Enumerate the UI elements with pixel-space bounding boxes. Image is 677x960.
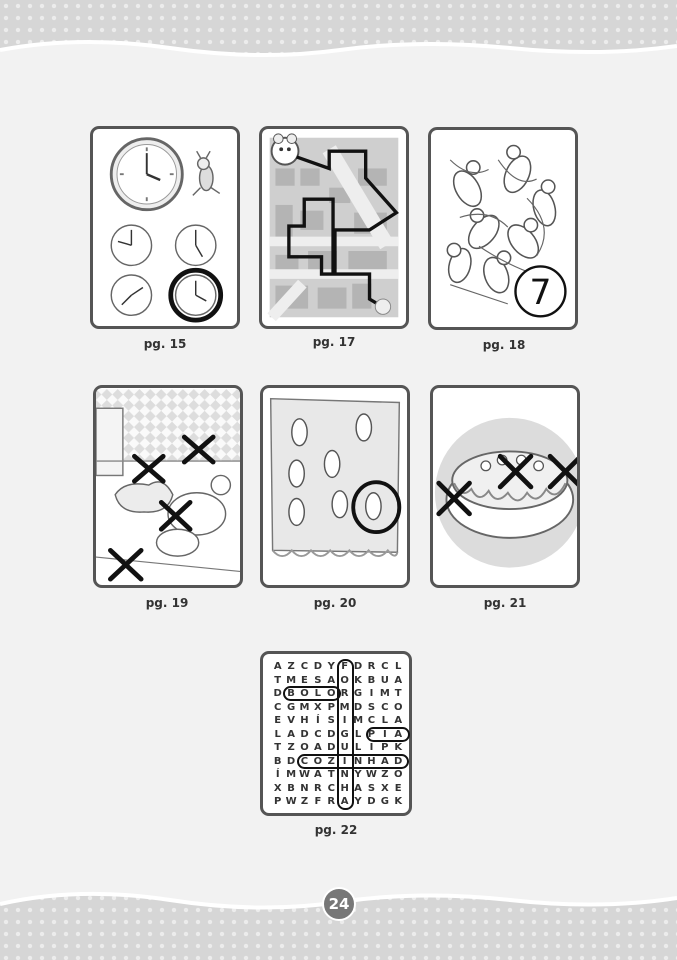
word-search-letter: C <box>381 701 389 713</box>
word-search-letter: A <box>313 742 322 753</box>
word-search-letter: N <box>353 755 363 767</box>
caption-pg18: pg. 18 <box>482 338 526 352</box>
word-search-letter: S <box>327 715 335 726</box>
word-search-letter: Z <box>287 742 295 753</box>
word-search-letter: U <box>380 674 389 686</box>
word-search-letter: F <box>314 796 322 807</box>
word-search-letter: A <box>394 674 403 686</box>
word-search-letter: Í <box>275 769 280 780</box>
ants-counting-illustration <box>431 130 575 327</box>
word-search-letter: X <box>314 701 322 713</box>
word-search-letter: K <box>354 674 362 686</box>
word-search-letter: G <box>353 688 363 699</box>
caption-pg17: pg. 17 <box>312 335 356 349</box>
caption-pg21: pg. 21 <box>483 596 527 610</box>
word-search-letter: D <box>394 755 403 767</box>
word-search-letter: L <box>395 661 402 672</box>
cake-illustration <box>433 388 577 585</box>
word-search-letter: D <box>273 688 282 699</box>
word-search-letter: A <box>394 715 403 726</box>
caption-pg20: pg. 20 <box>313 596 357 610</box>
found-word-pia-ring <box>366 727 410 742</box>
answer-card-pg22-word-search <box>260 651 412 816</box>
word-search-letter: A <box>380 755 389 767</box>
word-search-letter: A <box>327 674 336 686</box>
word-search-letter: W <box>285 796 297 807</box>
word-search-letter: A <box>287 728 295 740</box>
kitchen-scene-illustration <box>96 388 240 585</box>
word-search-letter: L <box>314 688 322 699</box>
word-search-letter: A <box>340 796 349 807</box>
page-number-badge: 24 <box>322 887 356 921</box>
word-search-letter: T <box>327 769 335 780</box>
word-search-letter: Z <box>300 796 309 807</box>
word-search-letter: E <box>394 782 402 794</box>
word-search-letter: C <box>300 755 309 767</box>
maze-illustration <box>262 129 406 326</box>
word-search-letter: H <box>300 715 309 726</box>
word-search-letter: F <box>341 661 349 672</box>
word-search-letter: D <box>367 796 376 807</box>
bee-character <box>272 134 299 165</box>
word-search-letter: M <box>339 701 350 713</box>
answer-card-pg18 <box>428 127 578 330</box>
word-search-letter: H <box>367 755 376 767</box>
caption-pg22: pg. 22 <box>314 823 358 837</box>
word-search-letter: P <box>274 796 282 807</box>
clocks-illustration <box>93 129 237 326</box>
word-search-letter: S <box>367 782 376 794</box>
word-search-letter: O <box>393 701 403 713</box>
maze-goal <box>375 299 390 314</box>
word-search-letter: E <box>301 674 308 686</box>
word-search-letter: B <box>367 674 376 686</box>
word-search-letter: L <box>381 715 388 726</box>
word-search-letter: T <box>394 688 402 699</box>
word-search-letter: W <box>298 769 310 780</box>
word-search-letter: U <box>340 742 349 753</box>
word-search-letter: Y <box>354 796 362 807</box>
word-search-letter: L <box>274 728 281 740</box>
word-search-letter: M <box>379 688 390 699</box>
word-search-letter: O <box>340 674 349 686</box>
word-search-letter: G <box>286 701 296 713</box>
caption-pg19: pg. 19 <box>145 596 189 610</box>
answer-card-pg21 <box>430 385 580 588</box>
word-search-letter: E <box>274 715 282 726</box>
word-search-letter: K <box>394 742 403 753</box>
answer-card-pg19 <box>93 385 243 588</box>
tablecloth-ants-illustration <box>263 388 407 585</box>
big-clock <box>111 139 182 210</box>
word-search-letter: C <box>314 728 322 740</box>
word-search-letter: I <box>369 742 374 753</box>
word-search-letter: A <box>354 782 362 794</box>
word-search-letter: B <box>287 782 295 794</box>
answer-card-pg17 <box>259 126 409 329</box>
word-search-letter: M <box>299 701 310 713</box>
word-search-letter: A <box>394 728 403 740</box>
answer-card-pg20 <box>260 385 410 588</box>
word-search-letter: Z <box>287 661 295 672</box>
word-search-letter: T <box>274 742 282 753</box>
word-search-letter: P <box>381 742 389 753</box>
word-search-letter: D <box>353 701 363 713</box>
word-search-letter: C <box>381 661 389 672</box>
word-search-letter: M <box>286 769 297 780</box>
word-search-letter: X <box>380 782 389 794</box>
ant-character <box>193 151 220 195</box>
found-word-formiguinha-ring <box>337 659 354 810</box>
word-search-letter: A <box>273 661 282 672</box>
word-search-letter: Z <box>381 769 389 780</box>
word-search-letter: W <box>365 769 377 780</box>
word-search-letter: I <box>342 715 347 726</box>
word-search-letter: B <box>287 688 295 699</box>
word-search-letter: D <box>327 742 336 753</box>
top-wave-border <box>0 30 677 70</box>
word-search-letter: T <box>274 674 282 686</box>
word-search-letter: I <box>369 688 374 699</box>
word-search-letter: Y <box>327 661 335 672</box>
word-search-letter: C <box>327 782 335 794</box>
word-search-letter: R <box>314 782 322 794</box>
word-search-letter: H <box>340 782 349 794</box>
word-search-letter: N <box>340 769 349 780</box>
word-search-letter: I <box>382 728 387 740</box>
word-search-letter: O <box>300 688 309 699</box>
answer-number: 7 <box>529 272 552 313</box>
word-search-letter: M <box>286 674 297 686</box>
word-search-letter: G <box>340 728 349 740</box>
word-search-letter: O <box>327 688 336 699</box>
word-search-letter: P <box>367 728 376 740</box>
word-search-letter: R <box>327 796 336 807</box>
word-search-letter: S <box>314 674 322 686</box>
word-search-letter: D <box>300 728 309 740</box>
word-search-letter: D <box>327 728 336 740</box>
word-search-letter: Z <box>327 755 335 767</box>
word-search-letter: R <box>367 661 376 672</box>
answer-card-pg15 <box>90 126 240 329</box>
caption-pg15: pg. 15 <box>143 337 187 351</box>
word-search-letter: R <box>340 688 349 699</box>
word-search-letter: A <box>313 769 322 780</box>
word-search-letter: O <box>393 769 403 780</box>
word-search-letter: N <box>300 782 309 794</box>
word-search-letter: O <box>300 742 309 753</box>
word-search-letter: L <box>354 728 362 740</box>
word-search-letter: D <box>313 661 323 672</box>
word-search-letter: M <box>353 715 364 726</box>
word-search-letter: C <box>300 661 309 672</box>
word-search-letter: L <box>354 742 362 753</box>
word-search-letter: C <box>367 715 376 726</box>
word-search-letter: Y <box>354 769 362 780</box>
word-search-letter: V <box>287 715 295 726</box>
word-search-letter: C <box>274 701 282 713</box>
word-search-letter: K <box>394 796 403 807</box>
word-search-letter: D <box>286 755 296 767</box>
word-search-letter: B <box>273 755 282 767</box>
word-search-letter: O <box>313 755 323 767</box>
word-search-letter: D <box>353 661 363 672</box>
word-search-letter: P <box>327 701 335 713</box>
word-search-letter: X <box>273 782 282 794</box>
word-search-letter: S <box>367 701 376 713</box>
word-search-letter: I <box>342 755 347 767</box>
word-search-letter: G <box>380 796 389 807</box>
found-word-bolo-ring <box>283 686 341 701</box>
word-search-letter: Í <box>316 715 320 726</box>
